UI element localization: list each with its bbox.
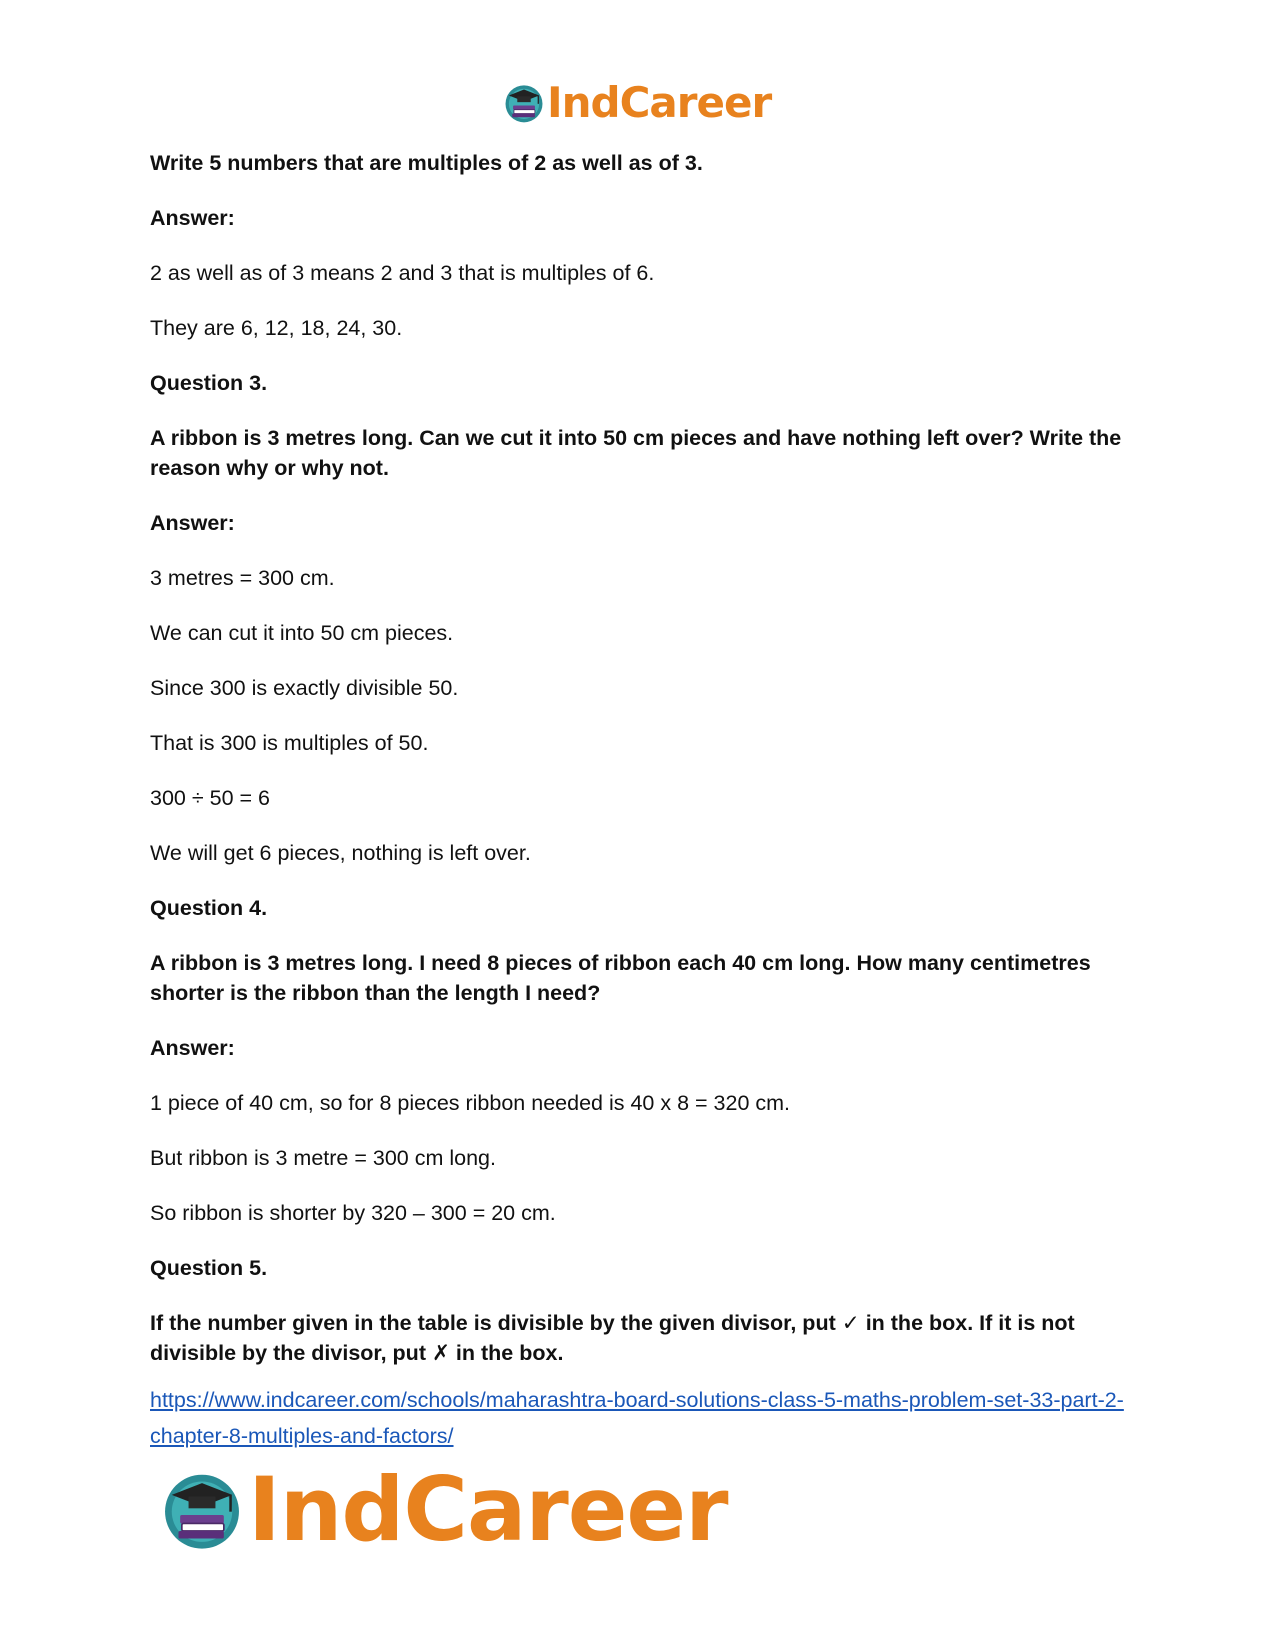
header-logo [503,80,771,126]
answer-label: Answer: [150,1036,235,1060]
question-2-text: Write 5 numbers that are multiples of 2 as well as of 3. [150,151,703,175]
answer-label: Answer: [150,206,235,230]
source-url-link[interactable]: https://www.indcareer.com/schools/maharashtra-board-solutions-class-5-maths-problem-set-33-part-2-chapter-8-multiples-and-factors/ [150,1388,1124,1448]
answer-line: 300 ÷ 50 = 6 [150,786,270,810]
question-heading: Question 5. [150,1256,268,1280]
brand-name: IndCareer [248,1458,728,1561]
question-heading: Question 3. [150,371,268,395]
question-4-text: A ribbon is 3 metres long. I need 8 pieces of ribbon each 40 cm long. How many centimetres shorter is the ribbon than the length I need? [150,951,1091,1005]
answer-line: So ribbon is shorter by 320 – 300 = 20 cm. [150,1201,556,1225]
answer-line: Since 300 is exactly divisible 50. [150,676,459,700]
answer-line: 3 metres = 300 cm. [150,566,335,590]
question-5-text: If the number given in the table is divisible by the given divisor, put ✓ in the box. If it is not divisible by the divisor, put ✗ in the box. [150,1311,1075,1365]
question-heading: Question 4. [150,896,268,920]
graduation-cap-books-logo-icon [503,82,545,124]
answer-line: But ribbon is 3 metre = 300 cm long. [150,1146,496,1170]
answer-line: We will get 6 pieces, nothing is left over. [150,841,531,865]
brand-name: IndCareer [547,78,772,127]
graduation-cap-books-logo-icon [160,1468,244,1552]
answer-label: Answer: [150,511,235,535]
question-3-text: A ribbon is 3 metres long. Can we cut it into 50 cm pieces and have nothing left over? Write the reason why or why not. [150,426,1122,480]
answer-line: We can cut it into 50 cm pieces. [150,621,454,645]
answer-line: They are 6, 12, 18, 24, 30. [150,316,403,340]
answer-line: 1 piece of 40 cm, so for 8 pieces ribbon needed is 40 x 8 = 320 cm. [150,1091,791,1115]
answer-line: That is 300 is multiples of 50. [150,731,429,755]
footer-logo [160,1458,728,1561]
document-body [150,148,1130,1454]
answer-line: 2 as well as of 3 means 2 and 3 that is multiples of 6. [150,261,655,285]
